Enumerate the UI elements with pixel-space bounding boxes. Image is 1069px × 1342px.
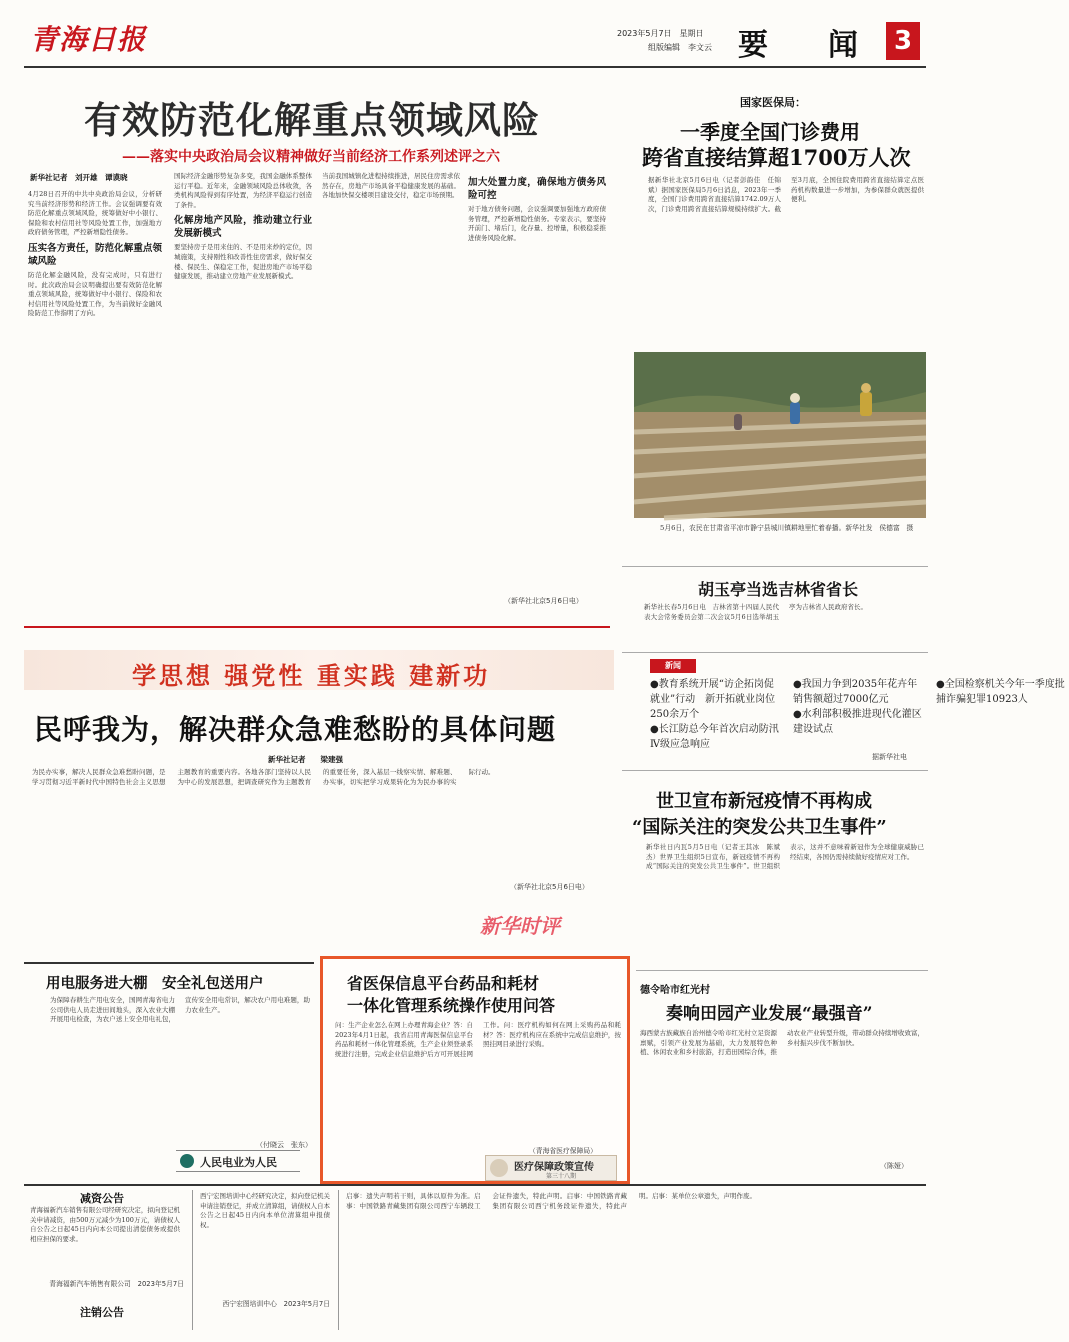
lead-col1-text: 4月28日召开的中共中央政治局会议，分析研究当前经济形势和经济工作。会议强调要有效防范化解重点领域风险，统筹做好中小银行、保险和农村信用社等风险处置工作，加强地方政府债务管理，严控新增隐性债务。 bbox=[28, 190, 162, 237]
medical-body: 问：生产企业怎么在网上办理青海企业？答：自2023年4月1日起，我省启用青海医保信息平台药品和耗材一体化管理系统，生产企业须登录系统进行注册，完成企业信息维护后方可开展挂网工作。问：医疗机构如何在网上采购药品和耗材？答：医疗机构应在系统中完成信息维护，按照挂网目录进行采购。 bbox=[335, 1021, 621, 1058]
campaign-slogan-bar bbox=[24, 650, 614, 690]
electric-byline: （付晓云 张东） bbox=[256, 1141, 312, 1149]
medical-source: （青海省医疗保障局） bbox=[529, 1147, 597, 1155]
lead-title: 有效防范化解重点领域风险 bbox=[84, 98, 540, 142]
brief-item: ●长江防总今年首次启动防汛Ⅳ级应急响应 bbox=[650, 724, 779, 750]
who-body: 新华社日内瓦5月5日电（记者王其冰 陈斌杰）世界卫生组织5日宣布，新冠疫情不再构成“国际关注的突发公共卫生事件”。世卫组织表示，这并不意味着新冠作为全球健康威胁已经结束，各国仍需持续做好疫情应对工作。 bbox=[646, 843, 924, 871]
notice-divider-2 bbox=[338, 1190, 339, 1330]
lead-column-3 bbox=[322, 172, 460, 620]
delingha-title: 奏响田园产业发展“最强音” bbox=[666, 1004, 873, 1024]
notice-mid-footer: 西宁宏图培训中心 2023年5月7日 bbox=[222, 1300, 330, 1308]
outpatient-kicker: 国家医保局： bbox=[740, 96, 806, 109]
lead-column-2 bbox=[174, 172, 312, 620]
lead-dateline: （新华社北京5月6日电） bbox=[504, 597, 583, 605]
lead-col3-text: 当前我国城镇化进程持续推进，居民住房需求依然存在，房地产市场具备平稳健康发展的基础。各地加快保交楼项目建设交付，稳定市场预期。 bbox=[322, 172, 460, 200]
electric-title: 用电服务进大棚 安全礼包送用户 bbox=[46, 975, 264, 992]
jilin-body: 新华社长春5月6日电 吉林省第十四届人民代表大会常务委员会第二次会议5月6日选举胡玉亭为吉林省人民政府省长。 bbox=[644, 603, 867, 621]
notice-divider-1 bbox=[192, 1190, 193, 1330]
medical-series-title: 医疗保障政策宣传 bbox=[514, 1162, 594, 1173]
medical-series-icon bbox=[490, 1159, 508, 1177]
lead-article bbox=[24, 76, 610, 628]
electric-article bbox=[24, 962, 314, 1178]
lead-subhead-debt: 加大处置力度，确保地方债务风险可控 bbox=[468, 177, 606, 201]
notice-mid-body: 西宁宏图培训中心经研究决定，拟向登记机关申请注销登记，并成立清算组，请债权人自本公告之日起45日内向本单位清算组申报债权。 bbox=[200, 1192, 330, 1229]
photo-caption: 5月6日，农民在甘肃省平凉市静宁县城川镇耕地里忙着春播。新华社发 侯德富 摄 bbox=[660, 524, 914, 532]
notice-left-title: 减资公告 bbox=[80, 1192, 124, 1205]
delingha-byline: （陈娅） bbox=[880, 1162, 908, 1170]
section-title: 要 闻 bbox=[738, 28, 858, 63]
who-title-1: 世卫宣布新冠疫情不再构成 bbox=[656, 791, 872, 812]
notice-left-body: 青海福新汽车销售有限公司经研究决定，拟向登记机关申请减资，由500万元减少为100万元，请债权人自公告之日起45日内向本公司提出清偿债务或提供相应担保的要求。 bbox=[30, 1206, 180, 1243]
briefs-logo bbox=[650, 659, 696, 673]
campaign-slogan: 学思想 强党性 重实践 建新功 bbox=[132, 661, 491, 690]
delingha-kicker: 德令哈市红光村 bbox=[640, 985, 710, 996]
medical-series-issue: 第三十八期 bbox=[546, 1173, 577, 1180]
campaign-article bbox=[24, 650, 614, 956]
brief-item: ●水利部积极推进现代化灌区建设试点 bbox=[793, 709, 922, 735]
medical-notice bbox=[320, 956, 630, 1184]
brief-item: ●全国检察机关今年一季度批捕诈骗犯罪10923人 bbox=[936, 679, 1065, 705]
medical-title-2: 一体化管理系统操作使用问答 bbox=[347, 996, 556, 1015]
notice-right-body: 启事：遗失声明若干则，具体以原件为准。启事：中国铁路青藏集团有限公司西宁车辆段工会证件遗失，特此声明。启事：中国铁路青藏集团有限公司西宁机务段证件遗失，特此声明。启事：某单位公章遗失，声明作废。 bbox=[346, 1192, 756, 1210]
notice-left-title-2: 注销公告 bbox=[80, 1306, 124, 1319]
xinhua-commentary-logo: 新华时评 bbox=[480, 914, 560, 938]
notice-left-footer: 青海福新汽车销售有限公司 2023年5月7日 bbox=[49, 1280, 184, 1288]
who-title-2: “国际关注的突发公共卫生事件” bbox=[632, 817, 887, 838]
delingha-body: 海西蒙古族藏族自治州德令哈市红光村立足资源禀赋，引领产业发展为基础，大力发展特色种植、休闲农业和乡村旅游，打造田园综合体，推动农业产业转型升级，带动群众持续增收致富，乡村振兴步伐不断加快。 bbox=[640, 1029, 924, 1057]
delingha-article bbox=[636, 970, 928, 1176]
jilin-article bbox=[622, 566, 928, 642]
electric-logo bbox=[176, 1150, 300, 1172]
page-number: 3 bbox=[886, 22, 920, 60]
medical-series-badge bbox=[485, 1155, 617, 1181]
outpatient-article bbox=[622, 80, 928, 344]
briefs-logo-text: 新闻 bbox=[665, 661, 681, 670]
jilin-title: 胡玉亭当选吉林省省长 bbox=[698, 580, 859, 599]
lead-subtitle: ——落实中央政治局会议精神做好当前经济工作系列述评之六 bbox=[122, 149, 500, 165]
lead-column-1 bbox=[28, 190, 162, 620]
lead-col2-text: 国际经济金融形势复杂多变，我国金融体系整体运行平稳。近年来，金融领域风险总体收敛，各类机构风险得到有序处置，为经济平稳运行创造了条件。 bbox=[174, 172, 312, 209]
brief-item: ●教育系统开展“访企拓岗促就业”行动 新开拓就业岗位250余万个 bbox=[650, 679, 776, 720]
farm-photo-illustration bbox=[634, 352, 926, 518]
newspaper-logo: 青海日报 bbox=[30, 23, 147, 56]
masthead-rule bbox=[24, 66, 926, 68]
lead-col4-text: 对于地方债务问题，会议强调要加强地方政府债务管理，严控新增隐性债务。专家表示，要坚持开前门、堵后门，化存量、控增量，积极稳妥推进债务风险化解。 bbox=[468, 205, 606, 242]
campaign-dateline: （新华社北京5月6日电） bbox=[510, 883, 589, 891]
lead-byline: 新华社记者 刘开雄 谭谟晓 bbox=[30, 173, 128, 182]
lead-column-4 bbox=[468, 172, 606, 620]
electric-logo-icon bbox=[180, 1154, 194, 1168]
issue-date: 2023年5月7日 星期日 bbox=[617, 29, 704, 38]
campaign-body: 为民办实事，解决人民群众急难愁盼问题，是学习贯彻习近平新时代中国特色社会主义思想主题教育的重要内容。各地各部门坚持以人民为中心的发展思想，把调查研究作为主题教育的重要任务，深入基层一线察实情、解难题、办实事，切实把学习成果转化为为民办事的实际行动。 bbox=[32, 768, 495, 786]
news-briefs bbox=[622, 652, 1065, 764]
farm-photo bbox=[634, 352, 926, 518]
briefs-list bbox=[650, 677, 1065, 761]
medical-title-1: 省医保信息平台药品和耗材 bbox=[347, 974, 540, 993]
who-article bbox=[622, 770, 928, 966]
lead-subhead-property: 化解房地产风险，推动建立行业发展新模式 bbox=[174, 215, 312, 240]
electric-body: 为保障春耕生产用电安全，国网青海省电力公司供电人员走进田间地头，深入农业大棚开展用电检查，为农户送上安全用电礼包，宣传安全用电常识，解决农户用电难题，助力农业生产。 bbox=[50, 996, 310, 1024]
electric-logo-text: 人民电业为人民 bbox=[200, 1156, 277, 1169]
briefs-source: 据新华社电 bbox=[872, 753, 907, 761]
notices-band bbox=[24, 1184, 926, 1334]
lead-col2b-text: 要坚持房子是用来住的、不是用来炒的定位，因城施策，支持刚性和改善性住房需求，做好保交楼、保民生、保稳定工作，促进房地产市场平稳健康发展，推动建立房地产业发展新模式。 bbox=[174, 243, 312, 281]
outpatient-title-1: 一季度全国门诊费用 bbox=[680, 120, 860, 144]
lead-col1b-text: 防范化解金融风险，没有完成时，只有进行时。此次政治局会议明确提出要有效防范化解重点领域风险，统筹做好中小银行、保险和农村信用社等风险处置工作，为当前做好金融风险防范工作指明了方向。 bbox=[28, 270, 162, 318]
editors: 组版编辑 李文云 bbox=[648, 43, 712, 52]
outpatient-title-2: 跨省直接结算超1700万人次 bbox=[642, 145, 911, 170]
lead-subhead-finance: 压实各方责任，防范化解重点领域风险 bbox=[28, 242, 162, 267]
brief-item: ●我国力争到2035年花卉年销售额超过7000亿元 bbox=[793, 679, 918, 705]
masthead bbox=[0, 0, 950, 70]
outpatient-body: 据新华社北京5月6日电（记者彭韵佳 任锦斌）据国家医保局5月6日消息，2023年一季度，全国门诊费用跨省直接结算1742.09万人次，门诊费用跨省直接结算规模持续扩大。截至3月底，全国住院费用跨省直接结算定点医药机构数量进一步增加，为参保群众就医提供便利。 bbox=[648, 176, 924, 213]
campaign-title: 民呼我为，解决群众急难愁盼的具体问题 bbox=[34, 713, 557, 746]
campaign-byline: 新华社记者 梁建强 bbox=[268, 755, 343, 764]
